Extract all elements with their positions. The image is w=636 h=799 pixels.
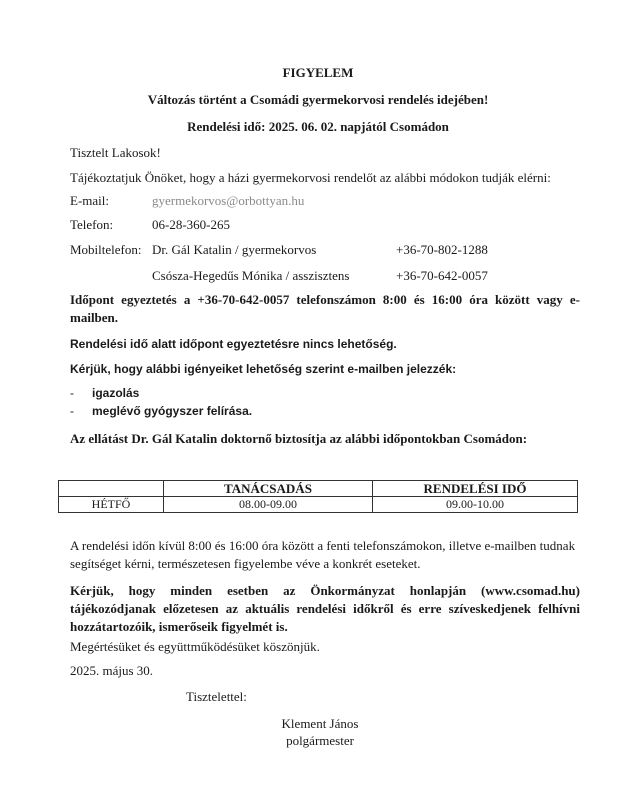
table-row (59, 497, 578, 513)
bullet-text: meglévő gyógyszer felírása. (92, 404, 253, 418)
schedule-table (58, 480, 578, 513)
appointment-line-1: Időpont egyeztetés a +36-70-642-0057 telefonszámon 8:00 és 16:00 óra között vagy e- (70, 292, 580, 307)
notice-subtitle: Változás történt a Csomádi gyermekorvosi rendelés idejében! (147, 92, 489, 107)
request-line-1: Kérjük, hogy minden esetben az Önkormányzat honlapján (www.csomad.hu) (70, 583, 580, 598)
email-request: Kérjük, hogy alábbi igényeiket lehetőség szerint e-mailben jelezzék: (70, 362, 457, 376)
schedule-consult-time: 08.00-09.00 (164, 497, 373, 513)
phone-label: Telefon: (70, 217, 114, 232)
greeting: Tisztelt Lakosok! (70, 145, 161, 160)
bullet-dash: - (70, 386, 74, 400)
signer-title: polgármester (286, 733, 354, 748)
signer-name: Klement János (281, 716, 359, 731)
phone-number: 06-28-360-265 (152, 217, 230, 232)
mobile-label: Mobiltelefon: (70, 242, 142, 257)
thanks-text: Megértésüket és együttműködésüket köszönjük. (70, 639, 320, 654)
email-label: E-mail: (70, 193, 109, 208)
mobile-assistant-name: Csósza-Hegedűs Mónika / asszisztens (152, 268, 350, 283)
schedule-header-office: RENDELÉSI IDŐ (373, 481, 578, 497)
schedule-header-empty (59, 481, 164, 497)
schedule-day: HÉTFŐ (59, 497, 164, 513)
email-link[interactable]: gyermekorvos@orbottyan.hu (152, 193, 305, 208)
bullet-text: igazolás (92, 386, 140, 400)
notice-title: FIGYELEM (282, 65, 354, 80)
outside-hours-line-1: A rendelési időn kívül 8:00 és 16:00 óra között a fenti telefonszámokon, illetve e-mailben tudnak (70, 538, 576, 553)
mobile-assistant-number: +36-70-642-0057 (396, 268, 488, 283)
regards-text: Tisztelettel: (186, 689, 247, 704)
schedule-header-row (59, 481, 578, 497)
bullet-dash: - (70, 404, 74, 418)
outside-hours-line-2: segítséget kérni, természetesen figyelembe véve a konkrét eseteket. (70, 556, 421, 571)
mobile-doctor-name: Dr. Gál Katalin / gyermekorvos (152, 242, 317, 257)
schedule-header-consult: TANÁCSADÁS (164, 481, 373, 497)
mobile-doctor-number: +36-70-802-1288 (396, 242, 488, 257)
request-line-3: hozzátartozóik, ismerőseik figyelmét is. (70, 619, 288, 634)
no-appointment-notice: Rendelési idő alatt időpont egyeztetésre nincs lehetőség. (70, 337, 397, 351)
care-intro: Az ellátást Dr. Gál Katalin doktornő biztosítja az alábbi időpontokban Csomádon: (70, 431, 528, 446)
date-text: 2025. május 30. (70, 663, 154, 678)
intro-text: Tájékoztatjuk Önöket, hogy a házi gyermekorvosi rendelőt az alábbi módokon tudják elérni: (70, 170, 551, 185)
validity-line: Rendelési idő: 2025. 06. 02. napjától Csomádon (187, 119, 449, 134)
request-line-2: tájékozódjanak előzetesen az aktuális rendelési időkről és erre szíveskedjenek felhívni (70, 601, 580, 616)
appointment-line-2: mailben. (70, 310, 119, 325)
schedule-office-time: 09.00-10.00 (373, 497, 578, 513)
